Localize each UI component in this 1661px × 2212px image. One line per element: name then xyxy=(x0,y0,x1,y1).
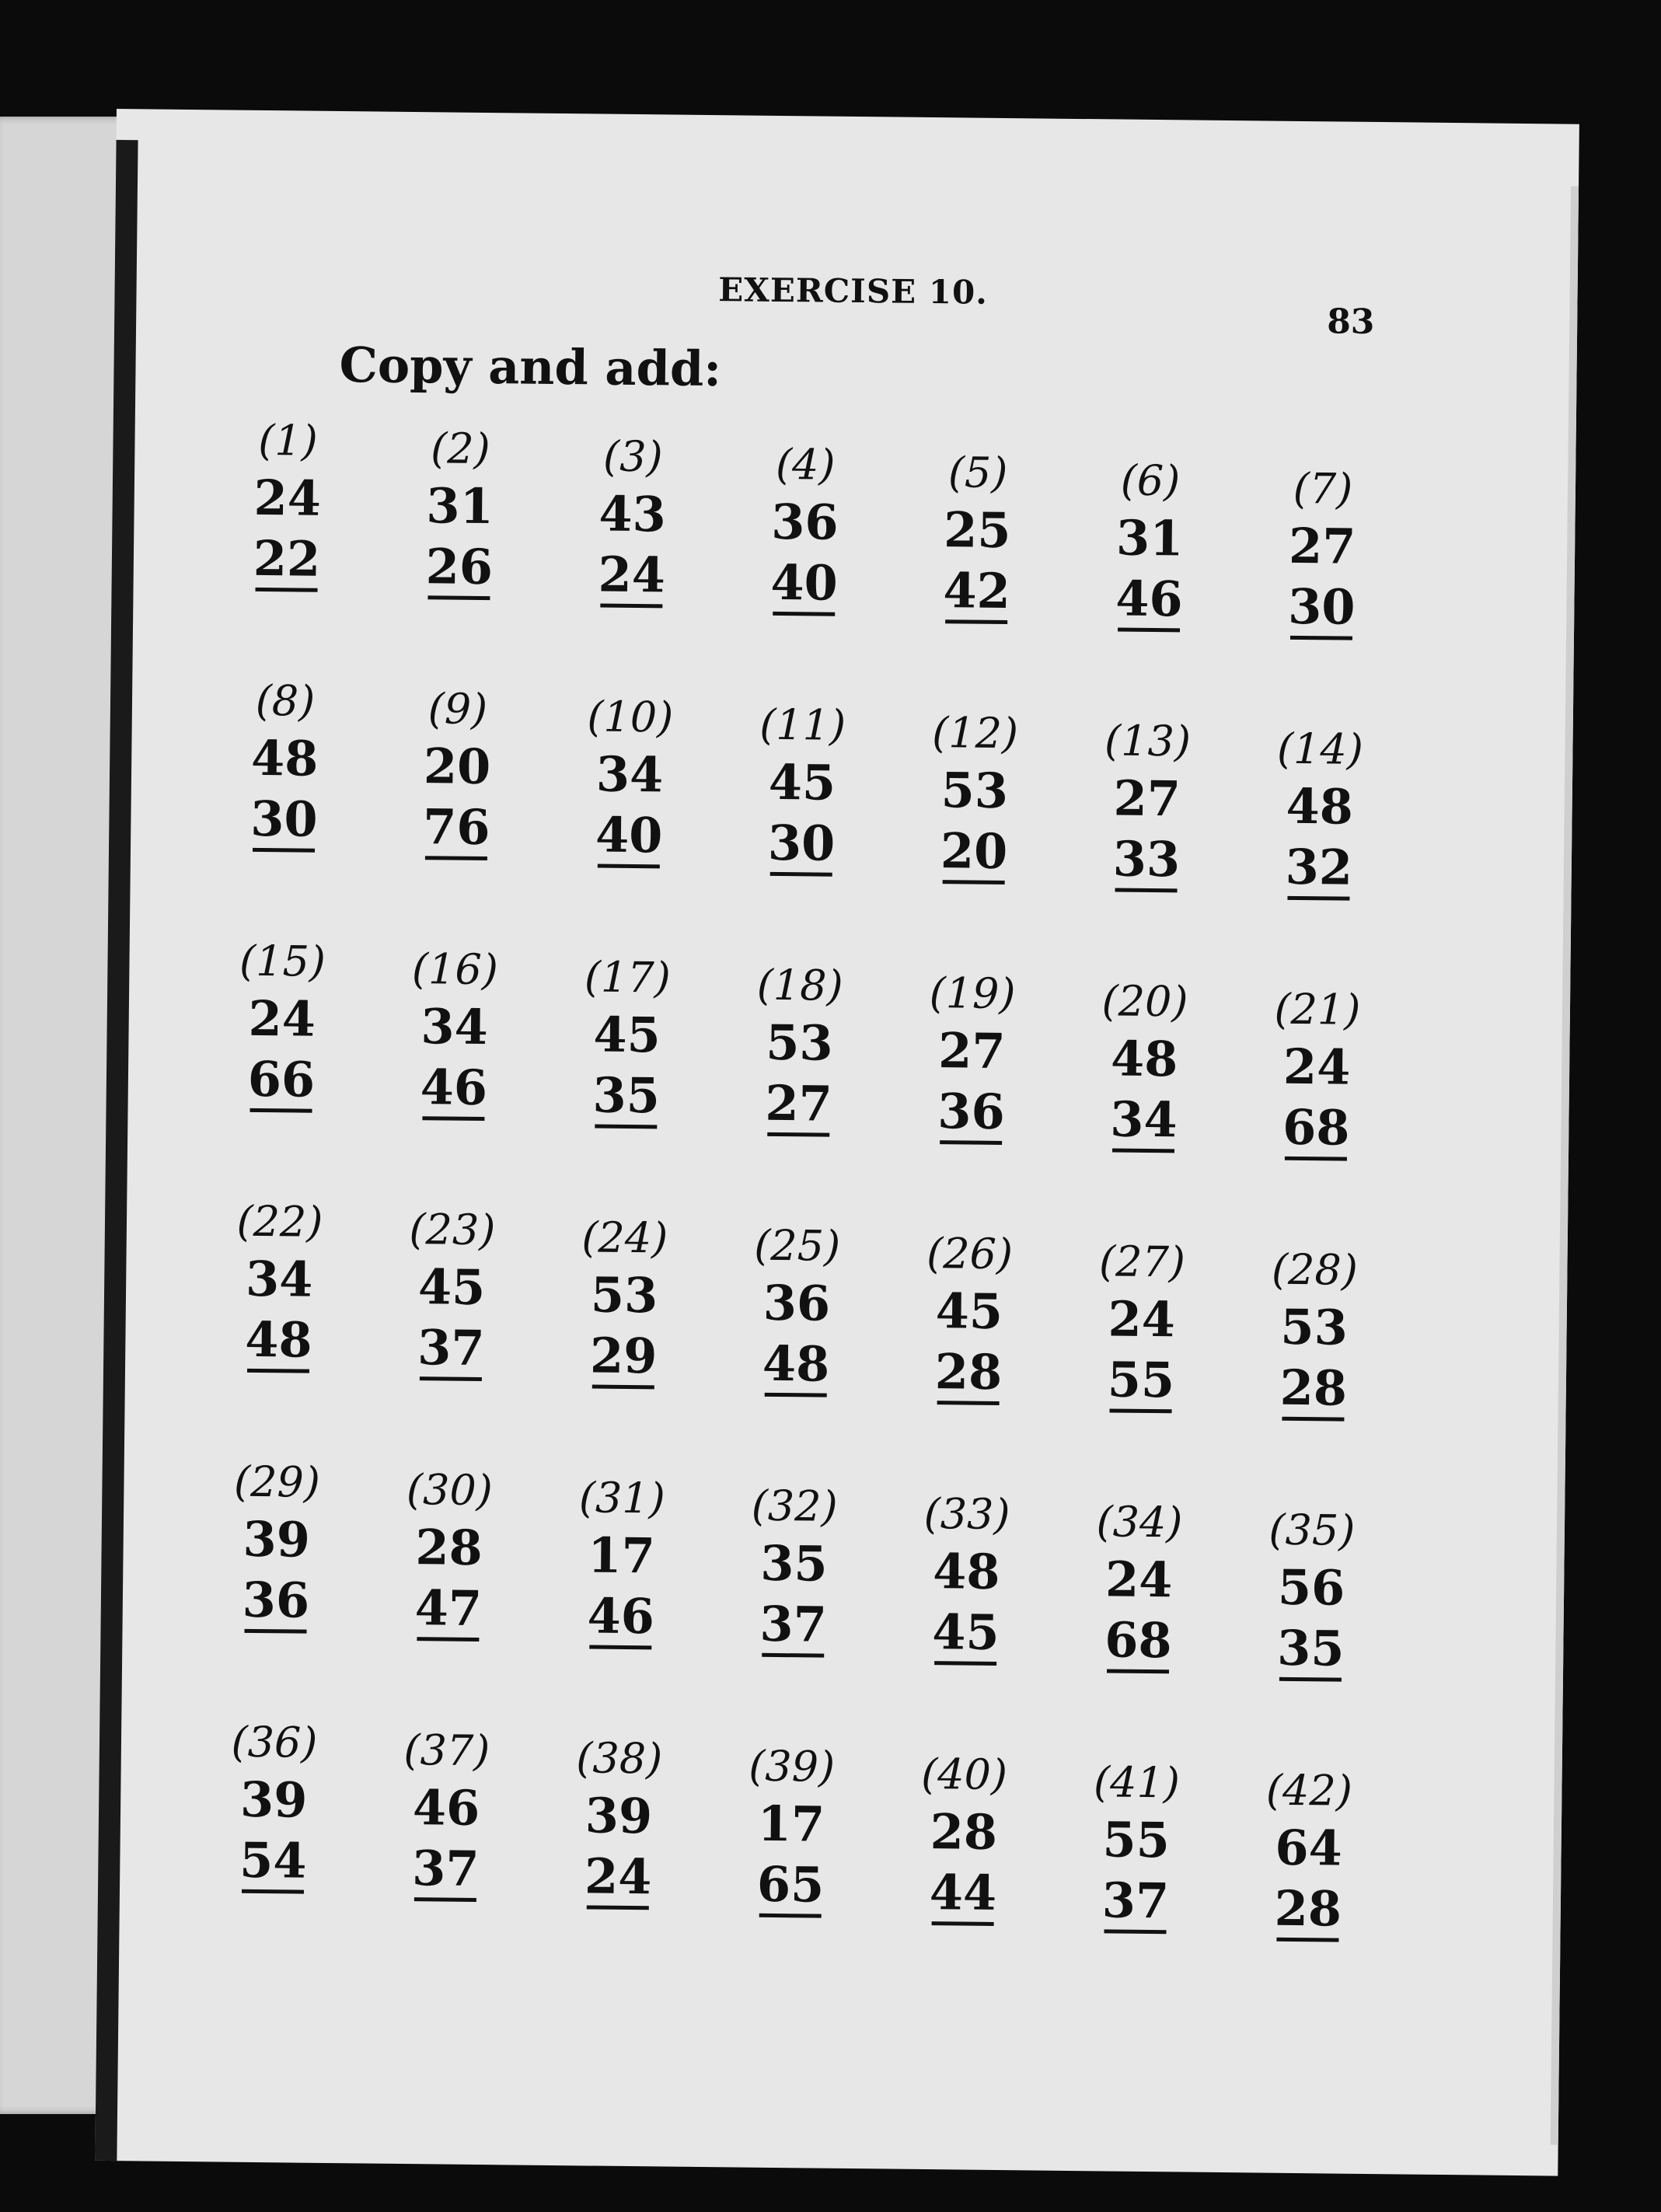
problem-number: (18) xyxy=(756,960,843,1010)
problem-row xyxy=(209,1454,1548,1686)
addend-top: 17 xyxy=(757,1795,825,1853)
addition-problem xyxy=(207,1715,340,1894)
addition-problem xyxy=(1083,453,1216,633)
addition-problem xyxy=(905,966,1038,1146)
addend-bottom: 36 xyxy=(937,1083,1006,1141)
problem-row xyxy=(211,1194,1551,1425)
addition-problem xyxy=(908,706,1042,885)
problem-number: (16) xyxy=(411,944,499,995)
addend-top: 45 xyxy=(417,1258,486,1317)
problem-number: (41) xyxy=(1093,1757,1181,1808)
addition-problem xyxy=(899,1487,1033,1666)
addend-top: 17 xyxy=(588,1526,656,1585)
addend-bottom: 24 xyxy=(598,546,666,604)
addend-top: 27 xyxy=(937,1022,1006,1080)
addend-top: 45 xyxy=(935,1282,1003,1341)
addend-bottom: 44 xyxy=(929,1864,997,1921)
addend-bottom: 34 xyxy=(1109,1090,1178,1149)
addition-problem xyxy=(1241,1763,1375,1942)
problem-number: (20) xyxy=(1101,976,1188,1027)
addend-top: 31 xyxy=(1115,509,1184,567)
addend-bottom: 55 xyxy=(1107,1351,1175,1409)
problem-number: (40) xyxy=(920,1749,1008,1800)
problem-number: (37) xyxy=(403,1725,490,1776)
addend-bottom: 54 xyxy=(239,1831,307,1889)
addend-top: 25 xyxy=(943,501,1011,560)
addition-problem xyxy=(563,689,696,869)
addend-bottom: 37 xyxy=(1101,1872,1170,1930)
problem-number: (39) xyxy=(748,1741,836,1792)
addend-bottom: 27 xyxy=(765,1074,833,1132)
problem-number: (22) xyxy=(236,1196,323,1247)
addend-top: 34 xyxy=(595,745,664,804)
addend-top: 45 xyxy=(593,1006,661,1064)
problem-number: (35) xyxy=(1268,1505,1356,1555)
problem-number: (9) xyxy=(427,684,488,734)
addend-bottom: 46 xyxy=(420,1059,488,1117)
addend-top: 28 xyxy=(930,1803,998,1861)
addend-top: 64 xyxy=(1275,1819,1343,1877)
problem-number: (1) xyxy=(257,415,319,466)
addend-bottom: 40 xyxy=(595,806,663,864)
addition-problem xyxy=(387,942,521,1122)
book-page xyxy=(95,109,1579,2176)
addend-bottom: 47 xyxy=(414,1579,483,1638)
addend-top: 53 xyxy=(940,762,1009,820)
problem-number: (21) xyxy=(1274,984,1361,1034)
problem-row xyxy=(220,413,1559,644)
addition-problem xyxy=(209,1454,343,1634)
addend-bottom: 35 xyxy=(592,1066,661,1125)
addend-top: 24 xyxy=(1104,1551,1173,1609)
addend-bottom: 48 xyxy=(762,1335,830,1393)
addend-top: 35 xyxy=(759,1534,828,1593)
addend-top: 24 xyxy=(1282,1038,1351,1096)
addend-bottom: 37 xyxy=(759,1595,828,1653)
addend-top: 46 xyxy=(412,1779,480,1837)
problem-number: (10) xyxy=(587,692,674,742)
problem-number: (17) xyxy=(584,952,672,1003)
problem-number: (27) xyxy=(1098,1237,1186,1287)
problem-number: (34) xyxy=(1096,1497,1183,1547)
addition-problem xyxy=(552,1731,686,1910)
addition-problem xyxy=(735,697,869,877)
addend-bottom: 20 xyxy=(940,822,1008,881)
addend-top: 56 xyxy=(1277,1558,1345,1617)
addition-problem xyxy=(390,682,524,861)
problem-number: (36) xyxy=(231,1717,318,1767)
addend-bottom: 37 xyxy=(417,1319,485,1377)
addition-problem xyxy=(212,1194,346,1373)
problem-number: (4) xyxy=(775,439,836,490)
addition-problem xyxy=(1072,1495,1206,1674)
addend-bottom: 30 xyxy=(249,790,318,848)
problem-grid xyxy=(204,413,1559,2152)
addend-top: 20 xyxy=(423,738,491,796)
addition-problem xyxy=(1250,982,1384,1161)
problem-number: (23) xyxy=(409,1205,496,1255)
problem-number: (33) xyxy=(923,1488,1010,1540)
addend-bottom: 68 xyxy=(1104,1611,1172,1669)
addend-top: 48 xyxy=(1286,777,1354,836)
addend-top: 36 xyxy=(762,1274,831,1332)
addition-problem xyxy=(727,1478,860,1658)
problem-number: (2) xyxy=(430,424,491,474)
addend-top: 48 xyxy=(1110,1030,1178,1088)
problem-number: (25) xyxy=(753,1220,841,1271)
addition-problem xyxy=(557,1210,691,1390)
addend-bottom: 46 xyxy=(587,1587,655,1645)
problem-number: (26) xyxy=(926,1228,1014,1279)
exercise-title: EXERCISE 10. xyxy=(718,270,989,312)
addend-bottom: 29 xyxy=(589,1327,658,1385)
addend-bottom: 30 xyxy=(767,814,836,872)
addend-bottom: 68 xyxy=(1282,1098,1350,1157)
addend-top: 39 xyxy=(584,1787,653,1845)
addend-top: 31 xyxy=(426,477,494,536)
addend-top: 39 xyxy=(239,1771,308,1829)
addend-top: 24 xyxy=(1108,1290,1176,1348)
addition-problem xyxy=(385,1202,518,1382)
problem-number: (32) xyxy=(751,1481,838,1531)
addition-problem xyxy=(1080,713,1214,893)
addition-problem xyxy=(1247,1242,1380,1422)
addition-problem xyxy=(554,1471,688,1650)
addition-problem xyxy=(1244,1502,1378,1682)
addition-problem xyxy=(382,1463,515,1642)
addend-top: 55 xyxy=(1102,1811,1171,1869)
addition-problem xyxy=(902,1226,1036,1406)
problem-row xyxy=(206,1715,1545,1946)
addend-bottom: 45 xyxy=(932,1603,1000,1661)
addition-problem xyxy=(221,413,354,592)
addition-problem xyxy=(379,1723,513,1903)
problem-number: (6) xyxy=(1120,455,1181,506)
addition-problem xyxy=(910,445,1044,625)
addition-problem xyxy=(1069,1755,1202,1935)
problem-number: (5) xyxy=(947,448,1008,498)
addition-problem xyxy=(732,958,866,1137)
problem-number: (31) xyxy=(578,1473,666,1523)
addend-top: 53 xyxy=(1280,1298,1349,1356)
problem-number: (13) xyxy=(1104,716,1192,766)
addend-bottom: 28 xyxy=(1279,1359,1348,1417)
problem-number: (8) xyxy=(255,675,316,726)
addend-bottom: 37 xyxy=(411,1840,480,1898)
problem-number: (29) xyxy=(233,1457,321,1507)
problem-number: (12) xyxy=(931,708,1019,759)
problem-number: (11) xyxy=(759,700,846,750)
addition-problem xyxy=(565,429,699,609)
problem-number: (24) xyxy=(581,1212,668,1263)
addition-problem xyxy=(1255,461,1389,640)
instruction-text: Copy and add: xyxy=(339,337,722,398)
problem-number: (3) xyxy=(602,431,663,482)
addend-bottom: 35 xyxy=(1276,1619,1345,1677)
addend-bottom: 66 xyxy=(247,1050,316,1108)
addition-problem xyxy=(738,437,871,616)
addend-bottom: 32 xyxy=(1285,838,1353,896)
problem-number: (38) xyxy=(576,1733,663,1784)
addition-problem xyxy=(215,933,348,1113)
addend-top: 34 xyxy=(420,998,489,1056)
addend-top: 48 xyxy=(932,1543,1000,1601)
addition-problem xyxy=(730,1218,864,1397)
addend-bottom: 24 xyxy=(584,1847,652,1906)
addend-top: 27 xyxy=(1113,769,1181,828)
problem-row xyxy=(215,933,1554,1165)
addition-problem xyxy=(1075,1234,1209,1414)
problem-number: (19) xyxy=(929,968,1016,1019)
addition-problem xyxy=(1252,721,1386,901)
addend-top: 39 xyxy=(243,1510,311,1568)
problem-number: (28) xyxy=(1271,1244,1359,1295)
addend-top: 53 xyxy=(765,1014,833,1072)
addend-top: 24 xyxy=(248,989,316,1048)
addend-bottom: 33 xyxy=(1112,830,1181,888)
addition-problem xyxy=(1077,974,1211,1153)
addend-top: 27 xyxy=(1288,517,1356,575)
problem-number: (7) xyxy=(1293,463,1353,514)
addend-bottom: 65 xyxy=(756,1855,825,1914)
problem-number: (14) xyxy=(1276,724,1364,774)
addend-bottom: 28 xyxy=(1274,1879,1342,1938)
problem-number: (42) xyxy=(1265,1765,1353,1816)
addend-top: 34 xyxy=(245,1250,313,1308)
addend-bottom: 76 xyxy=(422,798,490,857)
addend-bottom: 28 xyxy=(934,1343,1003,1401)
problem-number: (15) xyxy=(239,936,326,986)
addend-top: 43 xyxy=(598,485,667,543)
addend-bottom: 36 xyxy=(242,1571,310,1629)
problem-row xyxy=(217,673,1556,905)
addend-bottom: 22 xyxy=(253,529,321,588)
addend-top: 45 xyxy=(768,753,836,811)
page-number: 83 xyxy=(1326,302,1375,342)
addend-top: 24 xyxy=(253,469,322,527)
addend-top: 36 xyxy=(770,493,839,551)
problem-number: (30) xyxy=(406,1465,494,1516)
addition-problem xyxy=(560,950,693,1129)
addition-problem xyxy=(724,1739,858,1918)
addend-bottom: 42 xyxy=(943,562,1011,620)
addition-problem xyxy=(393,421,526,601)
addend-bottom: 30 xyxy=(1287,577,1356,636)
addition-problem xyxy=(218,673,351,853)
addend-bottom: 46 xyxy=(1115,570,1183,628)
addend-top: 28 xyxy=(415,1519,483,1577)
addend-top: 48 xyxy=(250,729,319,787)
addition-problem xyxy=(897,1747,1031,1927)
addend-bottom: 40 xyxy=(770,553,839,612)
addend-top: 53 xyxy=(590,1266,658,1324)
addend-bottom: 26 xyxy=(425,538,494,596)
addend-bottom: 48 xyxy=(244,1310,312,1369)
